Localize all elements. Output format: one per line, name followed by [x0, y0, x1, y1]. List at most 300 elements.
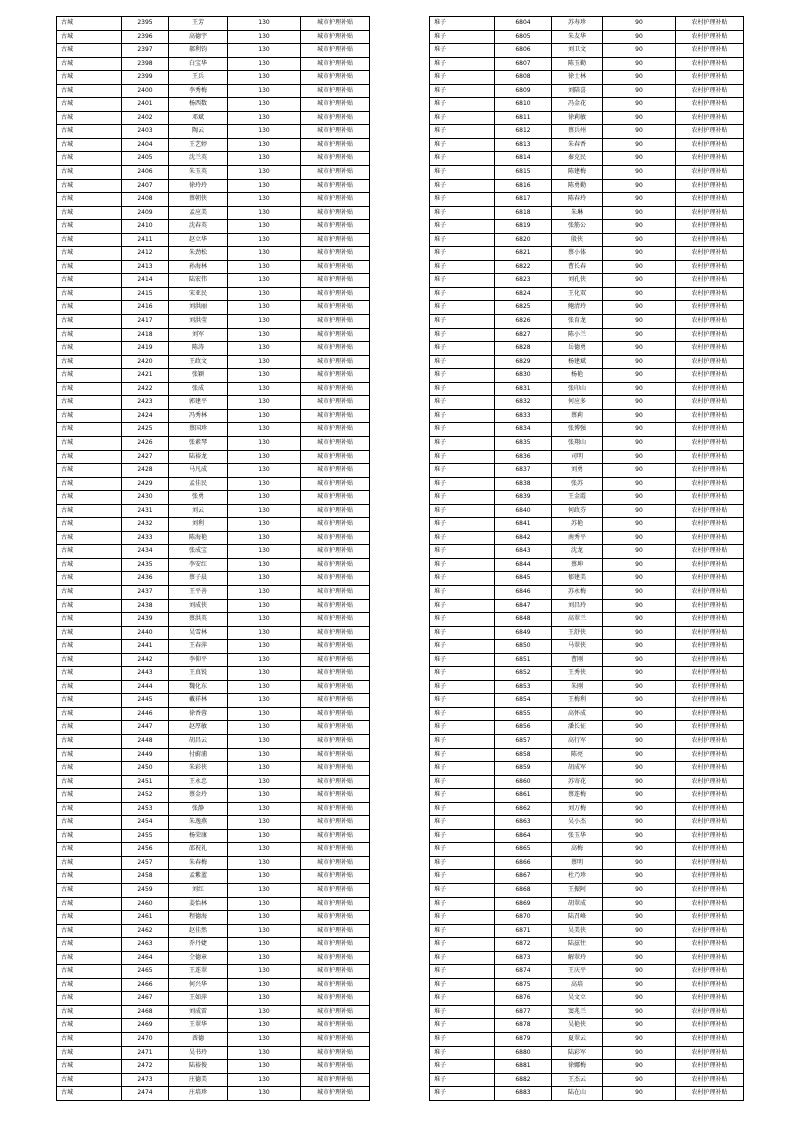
name-cell: 姜怡林	[169, 897, 228, 911]
area-cell: 堆子	[430, 84, 495, 98]
serial-number-cell: 6869	[495, 897, 552, 911]
table-row	[57, 464, 370, 478]
serial-number-cell: 2421	[122, 369, 169, 383]
table-row	[430, 884, 744, 898]
subsidy-type-cell: 城市护理补贴	[301, 978, 370, 992]
name-cell: 酋德	[169, 1033, 228, 1047]
amount-cell: 130	[228, 1073, 301, 1087]
amount-cell: 90	[603, 17, 676, 31]
area-cell: 古城	[57, 762, 122, 776]
table-row	[430, 911, 744, 925]
subsidy-type-cell: 农村护理补贴	[676, 951, 744, 965]
amount-cell: 130	[228, 775, 301, 789]
subsidy-type-cell: 农村护理补贴	[676, 626, 744, 640]
subsidy-type-cell: 农村护理补贴	[676, 17, 744, 31]
area-cell: 堆子	[430, 166, 495, 180]
area-cell: 堆子	[430, 1087, 495, 1101]
name-cell: 孟佳民	[169, 477, 228, 491]
serial-number-cell: 2470	[122, 1033, 169, 1047]
serial-number-cell: 6858	[495, 748, 552, 762]
serial-number-cell: 2467	[122, 992, 169, 1006]
name-cell: 陶云	[169, 125, 228, 139]
area-cell: 古城	[57, 992, 122, 1006]
table-row	[57, 125, 370, 139]
area-cell: 古城	[57, 464, 122, 478]
subsidy-type-cell: 农村护理补贴	[676, 206, 744, 220]
area-cell: 古城	[57, 843, 122, 857]
amount-cell: 90	[603, 802, 676, 816]
table-row	[57, 978, 370, 992]
serial-number-cell: 6829	[495, 355, 552, 369]
table-row	[430, 870, 744, 884]
area-cell: 古城	[57, 504, 122, 518]
serial-number-cell: 6820	[495, 233, 552, 247]
amount-cell: 130	[228, 450, 301, 464]
subsidy-type-cell: 农村护理补贴	[676, 125, 744, 139]
subsidy-type-cell: 城市护理补贴	[301, 707, 370, 721]
serial-number-cell: 6865	[495, 843, 552, 857]
area-cell: 堆子	[430, 328, 495, 342]
area-cell: 古城	[57, 1005, 122, 1019]
subsidy-type-cell: 城市护理补贴	[301, 491, 370, 505]
table-row	[430, 531, 744, 545]
name-cell: 陈玉勤	[552, 57, 603, 71]
subsidy-type-cell: 农村护理补贴	[676, 409, 744, 423]
area-cell: 古城	[57, 884, 122, 898]
serial-number-cell: 6836	[495, 450, 552, 464]
table-row	[57, 477, 370, 491]
name-cell: 胡翠成	[552, 897, 603, 911]
amount-cell: 130	[228, 260, 301, 274]
serial-number-cell: 6848	[495, 613, 552, 627]
amount-cell: 90	[603, 829, 676, 843]
serial-number-cell: 2432	[122, 518, 169, 532]
amount-cell: 90	[603, 355, 676, 369]
area-cell: 堆子	[430, 924, 495, 938]
area-cell: 古城	[57, 545, 122, 559]
amount-cell: 90	[603, 138, 676, 152]
subsidy-type-cell: 农村护理补贴	[676, 992, 744, 1006]
serial-number-cell: 2471	[122, 1046, 169, 1060]
area-cell: 古城	[57, 721, 122, 735]
table-row	[57, 111, 370, 125]
table-row	[57, 992, 370, 1006]
amount-cell: 90	[603, 938, 676, 952]
area-cell: 古城	[57, 965, 122, 979]
amount-cell: 90	[603, 233, 676, 247]
name-cell: 张颖	[169, 369, 228, 383]
serial-number-cell: 6863	[495, 816, 552, 830]
serial-number-cell: 6824	[495, 287, 552, 301]
serial-number-cell: 2437	[122, 585, 169, 599]
area-cell: 古城	[57, 680, 122, 694]
table-row	[430, 721, 744, 735]
amount-cell: 90	[603, 125, 676, 139]
amount-cell: 130	[228, 44, 301, 58]
name-cell: 刘万梅	[552, 802, 603, 816]
serial-number-cell: 2472	[122, 1060, 169, 1074]
amount-cell: 90	[603, 342, 676, 356]
subsidy-type-cell: 城市护理补贴	[301, 721, 370, 735]
table-row	[57, 396, 370, 410]
area-cell: 堆子	[430, 220, 495, 234]
serial-number-cell: 6807	[495, 57, 552, 71]
table-row	[430, 125, 744, 139]
table-row	[430, 1046, 744, 1060]
name-cell: 孟应美	[169, 206, 228, 220]
area-cell: 堆子	[430, 667, 495, 681]
amount-cell: 130	[228, 585, 301, 599]
area-cell: 堆子	[430, 233, 495, 247]
serial-number-cell: 6855	[495, 707, 552, 721]
area-cell: 古城	[57, 260, 122, 274]
amount-cell: 130	[228, 342, 301, 356]
table-row	[430, 572, 744, 586]
table-row	[57, 436, 370, 450]
name-cell: 陆宏伟	[169, 274, 228, 288]
area-cell: 堆子	[430, 98, 495, 112]
name-cell: 陆在山	[552, 1087, 603, 1101]
table-row	[57, 870, 370, 884]
amount-cell: 90	[603, 111, 676, 125]
subsidy-type-cell: 城市护理补贴	[301, 992, 370, 1006]
table-row	[57, 694, 370, 708]
table-row	[57, 369, 370, 383]
amount-cell: 130	[228, 978, 301, 992]
area-cell: 古城	[57, 382, 122, 396]
amount-cell: 130	[228, 748, 301, 762]
name-cell: 蔡国珍	[169, 423, 228, 437]
serial-number-cell: 6877	[495, 1005, 552, 1019]
subsidy-type-cell: 农村护理补贴	[676, 315, 744, 329]
amount-cell: 90	[603, 1046, 676, 1060]
amount-cell: 90	[603, 1060, 676, 1074]
name-cell: 张育龙	[552, 315, 603, 329]
subsidy-type-cell: 农村护理补贴	[676, 680, 744, 694]
table-row	[430, 626, 744, 640]
name-cell: 郁建美	[552, 572, 603, 586]
subsidy-type-cell: 城市护理补贴	[301, 965, 370, 979]
amount-cell: 90	[603, 870, 676, 884]
table-row	[430, 355, 744, 369]
subsidy-type-cell: 城市护理补贴	[301, 762, 370, 776]
serial-number-cell: 6849	[495, 626, 552, 640]
name-cell: 陈春玲	[552, 193, 603, 207]
table-row	[430, 179, 744, 193]
serial-number-cell: 6832	[495, 396, 552, 410]
amount-cell: 90	[603, 667, 676, 681]
name-cell: 马翠侠	[552, 640, 603, 654]
amount-cell: 130	[228, 911, 301, 925]
subsidy-type-cell: 城市护理补贴	[301, 626, 370, 640]
amount-cell: 90	[603, 965, 676, 979]
area-cell: 古城	[57, 653, 122, 667]
name-cell: 何兴华	[169, 978, 228, 992]
serial-number-cell: 6837	[495, 464, 552, 478]
serial-number-cell: 6883	[495, 1087, 552, 1101]
amount-cell: 90	[603, 274, 676, 288]
area-cell: 古城	[57, 707, 122, 721]
amount-cell: 130	[228, 951, 301, 965]
amount-cell: 130	[228, 84, 301, 98]
amount-cell: 90	[603, 626, 676, 640]
name-cell: 朱逸燕	[169, 816, 228, 830]
table-row	[430, 328, 744, 342]
serial-number-cell: 6831	[495, 382, 552, 396]
area-cell: 堆子	[430, 1060, 495, 1074]
table-row	[57, 57, 370, 71]
area-cell: 堆子	[430, 138, 495, 152]
name-cell: 吴文立	[552, 992, 603, 1006]
table-row	[57, 1073, 370, 1087]
serial-number-cell: 6873	[495, 951, 552, 965]
amount-cell: 90	[603, 856, 676, 870]
serial-number-cell: 6839	[495, 491, 552, 505]
amount-cell: 90	[603, 44, 676, 58]
name-cell: 陈海艳	[169, 531, 228, 545]
name-cell: 苏艳	[552, 518, 603, 532]
area-cell: 堆子	[430, 247, 495, 261]
amount-cell: 130	[228, 111, 301, 125]
area-cell: 堆子	[430, 409, 495, 423]
serial-number-cell: 2473	[122, 1073, 169, 1087]
subsidy-type-cell: 城市护理补贴	[301, 71, 370, 85]
amount-cell: 130	[228, 274, 301, 288]
table-row	[430, 436, 744, 450]
table-row	[430, 545, 744, 559]
serial-number-cell: 2409	[122, 206, 169, 220]
area-cell: 堆子	[430, 829, 495, 843]
subsidy-type-cell: 农村护理补贴	[676, 965, 744, 979]
table-row	[57, 233, 370, 247]
amount-cell: 130	[228, 179, 301, 193]
amount-cell: 130	[228, 193, 301, 207]
serial-number-cell: 6880	[495, 1046, 552, 1060]
amount-cell: 90	[603, 748, 676, 762]
area-cell: 古城	[57, 477, 122, 491]
subsidy-type-cell: 城市护理补贴	[301, 247, 370, 261]
name-cell: 蔡莉	[552, 409, 603, 423]
subsidy-type-cell: 农村护理补贴	[676, 572, 744, 586]
area-cell: 古城	[57, 315, 122, 329]
amount-cell: 90	[603, 152, 676, 166]
area-cell: 古城	[57, 978, 122, 992]
name-cell: 张勇	[169, 491, 228, 505]
serial-number-cell: 6819	[495, 220, 552, 234]
name-cell: 陆裕俊	[169, 1060, 228, 1074]
area-cell: 堆子	[430, 965, 495, 979]
area-cell: 堆子	[430, 1033, 495, 1047]
amount-cell: 130	[228, 355, 301, 369]
area-cell: 堆子	[430, 450, 495, 464]
amount-cell: 130	[228, 423, 301, 437]
serial-number-cell: 2405	[122, 152, 169, 166]
area-cell: 堆子	[430, 721, 495, 735]
amount-cell: 130	[228, 1005, 301, 1019]
subsidy-type-cell: 农村护理补贴	[676, 545, 744, 559]
area-cell: 古城	[57, 355, 122, 369]
subsidy-type-cell: 农村护理补贴	[676, 98, 744, 112]
subsidy-type-cell: 农村护理补贴	[676, 220, 744, 234]
serial-number-cell: 6838	[495, 477, 552, 491]
name-cell: 蔡朝侠	[169, 193, 228, 207]
name-cell: 陈小兰	[552, 328, 603, 342]
area-cell: 堆子	[430, 44, 495, 58]
amount-cell: 90	[603, 301, 676, 315]
amount-cell: 90	[603, 721, 676, 735]
amount-cell: 130	[228, 464, 301, 478]
amount-cell: 130	[228, 1019, 301, 1033]
name-cell: 杨西数	[169, 98, 228, 112]
name-cell: 刘洪丽	[169, 301, 228, 315]
subsidy-type-cell: 农村护理补贴	[676, 382, 744, 396]
subsidy-type-cell: 城市护理补贴	[301, 436, 370, 450]
table-row	[57, 856, 370, 870]
table-row	[57, 1019, 370, 1033]
amount-cell: 130	[228, 504, 301, 518]
name-cell: 张静	[169, 802, 228, 816]
subsidy-type-cell: 城市护理补贴	[301, 369, 370, 383]
name-cell: 徐士林	[552, 71, 603, 85]
serial-number-cell: 2415	[122, 287, 169, 301]
subsidy-type-cell: 城市护理补贴	[301, 884, 370, 898]
subsidy-type-cell: 农村护理补贴	[676, 396, 744, 410]
serial-number-cell: 6823	[495, 274, 552, 288]
name-cell: 沈兰英	[169, 152, 228, 166]
subsidy-type-cell: 农村护理补贴	[676, 301, 744, 315]
amount-cell: 90	[603, 816, 676, 830]
amount-cell: 130	[228, 843, 301, 857]
amount-cell: 90	[603, 924, 676, 938]
table-row	[57, 911, 370, 925]
name-cell: 王平善	[169, 585, 228, 599]
name-cell: 张博强	[552, 423, 603, 437]
table-row	[57, 274, 370, 288]
name-cell: 苏永梅	[552, 585, 603, 599]
name-cell: 张苏	[552, 477, 603, 491]
serial-number-cell: 2403	[122, 125, 169, 139]
name-cell: 刘红	[169, 884, 228, 898]
table-row	[57, 653, 370, 667]
serial-number-cell: 6847	[495, 599, 552, 613]
amount-cell: 90	[603, 206, 676, 220]
serial-number-cell: 6814	[495, 152, 552, 166]
area-cell: 古城	[57, 328, 122, 342]
amount-cell: 90	[603, 1073, 676, 1087]
serial-number-cell: 6821	[495, 247, 552, 261]
serial-number-cell: 2457	[122, 856, 169, 870]
amount-cell: 130	[228, 98, 301, 112]
subsidy-type-cell: 城市护理补贴	[301, 260, 370, 274]
amount-cell: 90	[603, 585, 676, 599]
name-cell: 岳德勇	[552, 342, 603, 356]
amount-cell: 130	[228, 409, 301, 423]
serial-number-cell: 2413	[122, 260, 169, 274]
area-cell: 古城	[57, 938, 122, 952]
table-row	[430, 978, 744, 992]
serial-number-cell: 2398	[122, 57, 169, 71]
serial-number-cell: 2452	[122, 789, 169, 803]
subsidy-type-cell: 农村护理补贴	[676, 1087, 744, 1101]
table-row	[430, 342, 744, 356]
table-row	[57, 734, 370, 748]
name-cell: 徐香蓉	[169, 707, 228, 721]
amount-cell: 90	[603, 518, 676, 532]
area-cell: 堆子	[430, 301, 495, 315]
area-cell: 堆子	[430, 789, 495, 803]
serial-number-cell: 2431	[122, 504, 169, 518]
serial-number-cell: 6850	[495, 640, 552, 654]
name-cell: 李秀梅	[169, 84, 228, 98]
table-row	[430, 138, 744, 152]
name-cell: 朱琳	[552, 206, 603, 220]
name-cell: 何应多	[552, 396, 603, 410]
amount-cell: 90	[603, 978, 676, 992]
table-row	[430, 287, 744, 301]
amount-cell: 90	[603, 694, 676, 708]
serial-number-cell: 2416	[122, 301, 169, 315]
serial-number-cell: 6813	[495, 138, 552, 152]
name-cell: 陆兹往	[552, 938, 603, 952]
area-cell: 堆子	[430, 856, 495, 870]
table-row	[430, 409, 744, 423]
name-cell: 宋亚民	[169, 287, 228, 301]
amount-cell: 130	[228, 707, 301, 721]
amount-cell: 130	[228, 694, 301, 708]
name-cell: 魏化东	[169, 680, 228, 694]
serial-number-cell: 2410	[122, 220, 169, 234]
area-cell: 古城	[57, 423, 122, 437]
amount-cell: 90	[603, 57, 676, 71]
table-row	[430, 274, 744, 288]
table-row	[430, 856, 744, 870]
table-body	[57, 17, 370, 1101]
area-cell: 古城	[57, 193, 122, 207]
subsidy-type-cell: 农村护理补贴	[676, 802, 744, 816]
name-cell: 王真锐	[169, 667, 228, 681]
name-cell: 张筋公	[552, 220, 603, 234]
area-cell: 古城	[57, 829, 122, 843]
table-row	[57, 558, 370, 572]
amount-cell: 130	[228, 965, 301, 979]
amount-cell: 130	[228, 789, 301, 803]
name-cell: 王庆平	[552, 965, 603, 979]
amount-cell: 90	[603, 287, 676, 301]
table-row	[57, 626, 370, 640]
table-row	[430, 491, 744, 505]
serial-number-cell: 6842	[495, 531, 552, 545]
name-cell: 陈勇勤	[552, 179, 603, 193]
serial-number-cell: 6879	[495, 1033, 552, 1047]
serial-number-cell: 6859	[495, 762, 552, 776]
name-cell: 张素琴	[169, 436, 228, 450]
subsidy-type-cell: 城市护理补贴	[301, 274, 370, 288]
amount-cell: 130	[228, 938, 301, 952]
area-cell: 堆子	[430, 680, 495, 694]
area-cell: 堆子	[430, 464, 495, 478]
area-cell: 古城	[57, 1046, 122, 1060]
area-cell: 古城	[57, 491, 122, 505]
amount-cell: 90	[603, 775, 676, 789]
subsidy-type-cell: 城市护理补贴	[301, 558, 370, 572]
subsidy-type-cell: 农村护理补贴	[676, 504, 744, 518]
subsidy-type-cell: 城市护理补贴	[301, 382, 370, 396]
subsidy-type-cell: 城市护理补贴	[301, 504, 370, 518]
name-cell: 邓斌	[169, 111, 228, 125]
amount-cell: 130	[228, 396, 301, 410]
table-row	[57, 504, 370, 518]
serial-number-cell: 2454	[122, 816, 169, 830]
